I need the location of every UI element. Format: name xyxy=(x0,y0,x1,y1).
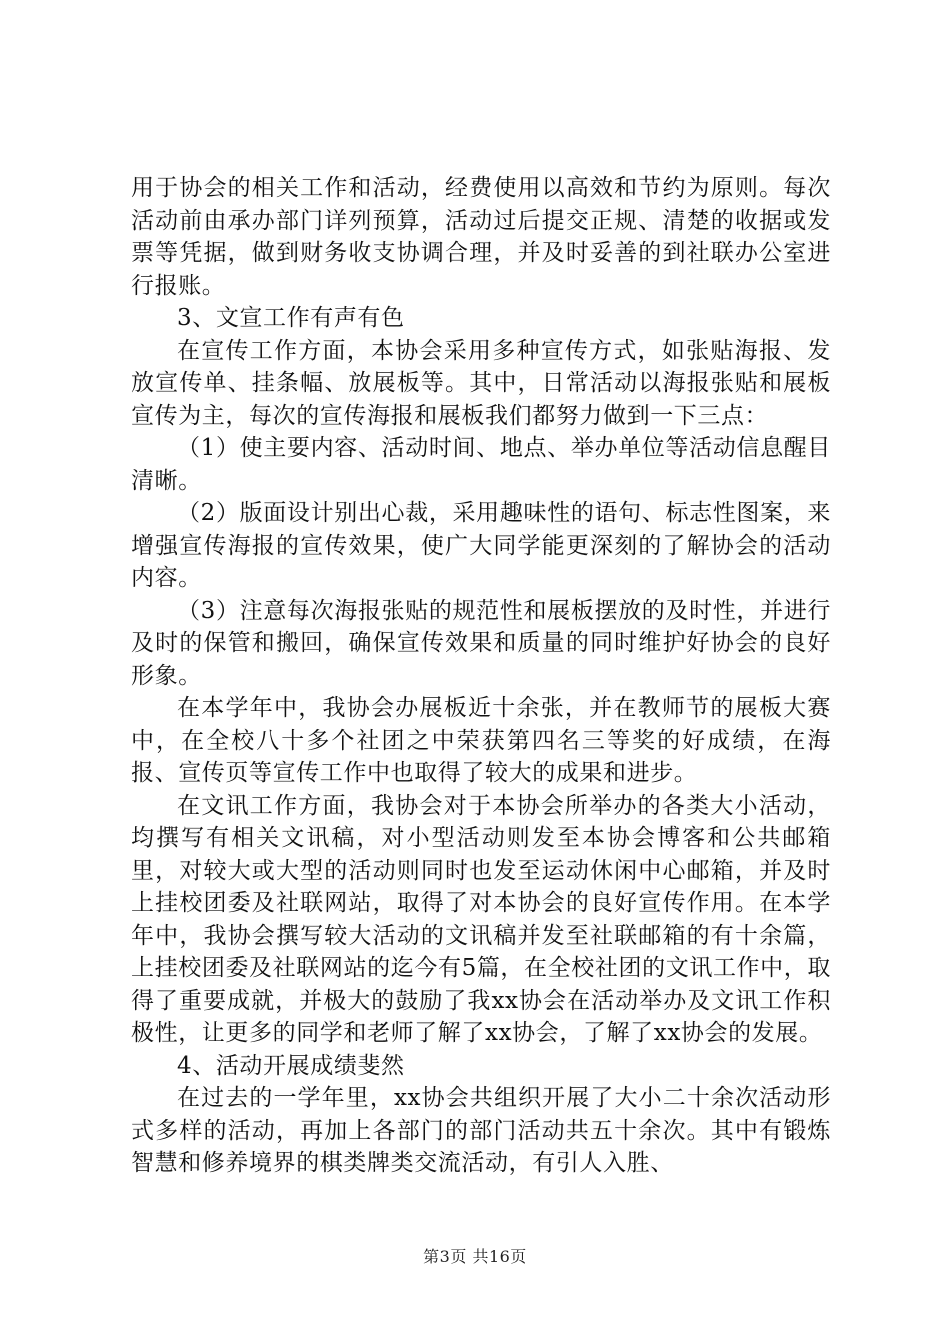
section-heading-activities: 4、活动开展成绩斐然 xyxy=(177,1052,405,1079)
paragraph-finance-continued: 用于协会的相关工作和活动，经费使用以高效和节约为原则。每次活动前由承办部门详列预算，活动过后提交正规、清楚的收据或发票等凭据，做到财务收支协调合理，并及时妥善的到社联办公室进行报账。 xyxy=(131,175,831,299)
paragraph-exhibition-results: 在本学年中，我协会办展板近十余张，并在教师节的展板大赛中，在全校八十多个社团之中荣获第四名三等奖的好成绩，在海报、宣传页等宣传工作中也取得了较大的成果和进步。 xyxy=(131,695,831,786)
paragraph-activities-summary: 在过去的一学年里，xx协会共组织开展了大小二十余次活动形式多样的活动，再加上各部门的部门活动共五十余次。其中有锻炼智慧和修养境界的棋类牌类交流活动，有引人入胜、 xyxy=(131,1085,831,1176)
paragraph-point-3: （3）注意每次海报张贴的规范性和展板摆放的及时性，并进行及时的保管和搬回，确保宣传效果和质量的同时维护好协会的良好形象。 xyxy=(131,597,831,689)
paragraph-point-1: （1）使主要内容、活动时间、地点、举办单位等活动信息醒目清晰。 xyxy=(131,435,831,494)
document-body xyxy=(131,172,831,1180)
paragraph-point-2: （2）版面设计别出心裁，采用趣味性的语句、标志性图案，来增强宣传海报的宣传效果，使广大同学能更深刻的了解协会的活动内容。 xyxy=(131,500,831,591)
section-heading-publicity: 3、文宣工作有声有色 xyxy=(177,305,405,331)
paragraph-publicity-methods: 在宣传工作方面，本协会采用多种宣传方式，如张贴海报、发放宣传单、挂条幅、放展板等。其中，日常活动以海报张贴和展板宣传为主，每次的宣传海报和展板我们都努力做到一下三点： xyxy=(131,337,831,429)
page-number-footer: 第3页 共16页 xyxy=(423,1247,527,1266)
paragraph-news-work: 在文讯工作方面，我协会对于本协会所举办的各类大小活动，均撰写有相关文讯稿，对小型活动则发至本协会博客和公共邮箱里，对较大或大型的活动则同时也发至运动休闲中心邮箱，并及时上挂校团委及社联网站，取得了对本协会的良好宣传作用。在本学年中，我协会撰写较大活动的文讯稿并发至社联邮箱的有十余篇，上挂校团委及社联网站的迄今有5篇，在全校社团的文讯工作中，取得了重要成就，并极大的鼓励了我xx协会在活动举办及文讯工作积极性，让更多的同学和老师了解了xx协会，了解了xx协会的发展。 xyxy=(131,792,831,1046)
